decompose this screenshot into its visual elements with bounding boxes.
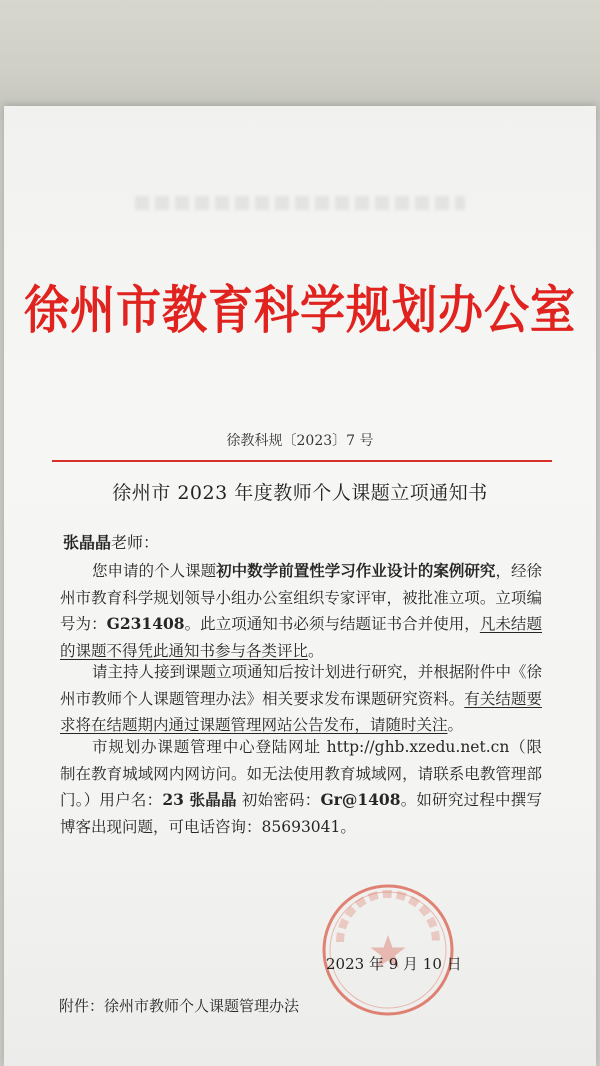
attachment-line: 附件：徐州市教师个人课题管理办法 (59, 997, 300, 1015)
p2-text-a: 请主持人接到课题立项通知后按计划进行研究，并根据附件中《徐州市教师个人课题管理办法》相关要求发布课题研究资料。 (60, 663, 542, 708)
p3-text-b: 初始密码： (236, 791, 321, 809)
p3-text-a: 市规划办课题管理中心登陆网址 http://ghb.xzedu.net.cn（限制在教育城域网内网访问。如无法使用教育城域网，请联系电教管理部门。）用户名： (60, 738, 542, 809)
salutation (63, 530, 159, 553)
show-through-text (135, 196, 465, 210)
initial-password: Gr@1408 (320, 790, 401, 809)
paragraph-approval (60, 558, 542, 664)
red-divider (52, 460, 552, 462)
teacher-name: 张晶晶 (63, 533, 112, 552)
table-background (0, 0, 600, 120)
project-code: G231408 (106, 614, 185, 633)
topic-title: 初中数学前置性学习作业设计的案例研究 (216, 561, 496, 580)
p1-end: 。 (308, 641, 324, 660)
salutation-suffix: 老师： (111, 533, 160, 552)
office-header: 徐州市教育科学规划办公室 (23, 279, 576, 341)
p1-text-b: ，经徐州市教育科学规划领导小组办公室组织专家评审，被批准立项。立项编号为： (60, 562, 542, 633)
underlined-notice: 有关结题要求将在结题期内通过课题管理网站公告发布，请随时关注 (60, 689, 542, 734)
p2-end: 。 (447, 716, 464, 734)
username: 23 张晶晶 (162, 790, 237, 809)
paragraph-login (60, 734, 542, 840)
official-seal-icon (318, 880, 458, 1020)
p1-text-a: 您申请的个人课题 (92, 562, 217, 580)
notice-title: 徐州市 2023 年度教师个人课题立项通知书 (112, 482, 488, 504)
underlined-warning: 凡未结题的课题不得凭此通知书参与各类评比 (60, 615, 542, 660)
p1-text-c: 。此立项通知书必须与结题证书合并使用， (184, 615, 480, 633)
issue-date: 2023 年 9 月 10 日 (326, 955, 462, 973)
paragraph-instructions (60, 659, 542, 739)
p3-text-c: 。如研究过程中撰写博客出现问题，可电话咨询：85693041。 (60, 791, 542, 836)
document-number: 徐教科规〔2023〕7 号 (226, 433, 374, 449)
